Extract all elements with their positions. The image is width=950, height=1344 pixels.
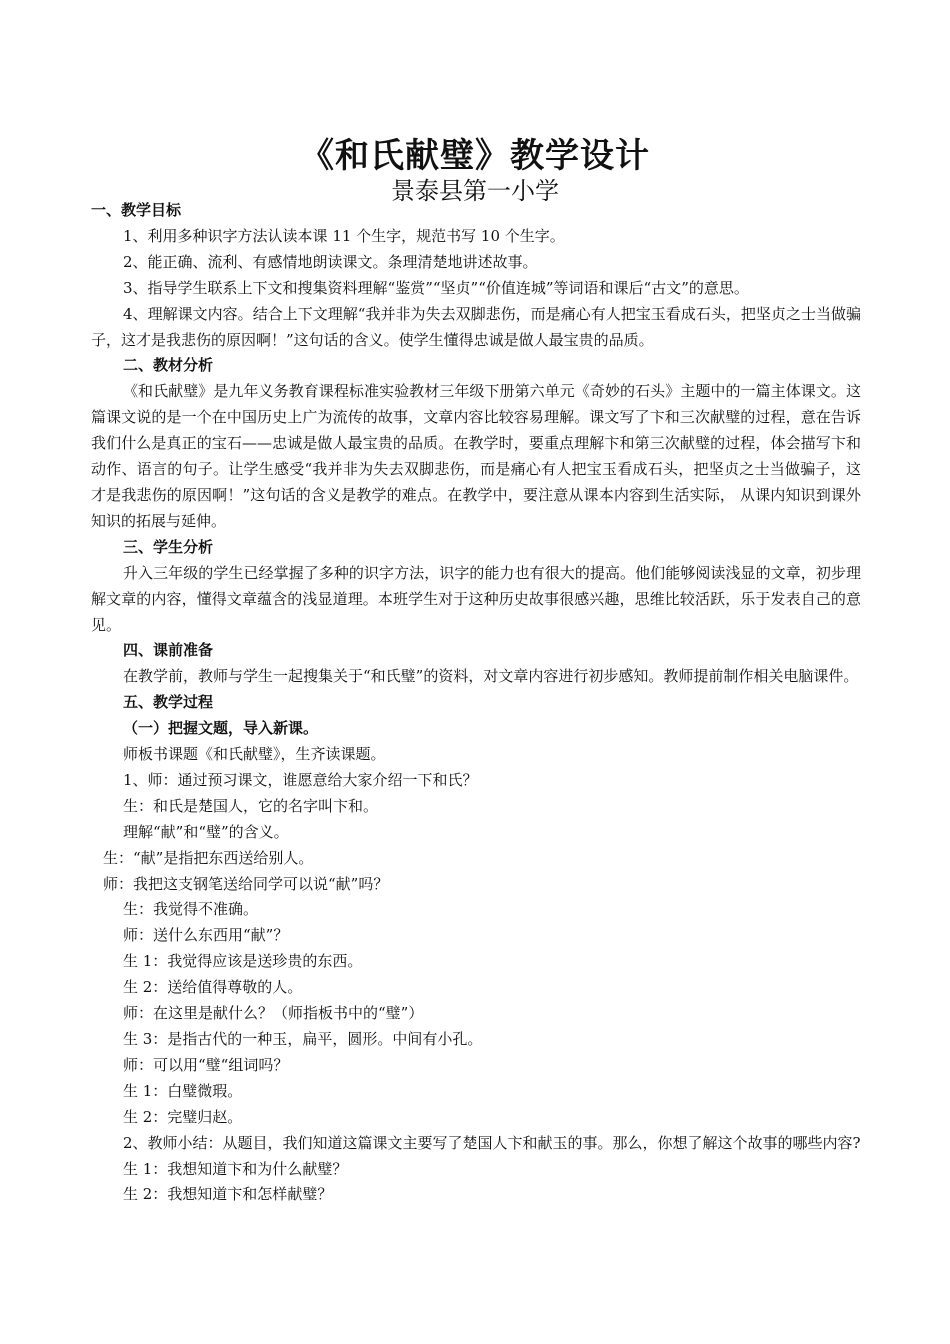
dialogue-line: 生 3：是指古代的一种玉，扁平，圆形。中间有小孔。 xyxy=(123,1030,483,1048)
section-heading-students: 三、学生分析 xyxy=(123,537,214,556)
dialogue-line: 师：送什么东西用“献”？ xyxy=(123,926,289,945)
dialogue-line: 生 1：我想知道卞和为什么献璧？ xyxy=(123,1159,348,1178)
dialogue-line: 生 1：白璧微瑕。 xyxy=(123,1081,243,1100)
dialogue-line: 生：和氏是楚国人，它的名字叫卞和。 xyxy=(123,796,379,815)
section-heading-preparation: 四、课前准备 xyxy=(123,641,214,660)
section-heading-objectives: 一、教学目标 xyxy=(91,201,182,219)
dialogue-line: 师：我把这支钢笔送给同学可以说“献”吗？ xyxy=(103,874,389,893)
dialogue-line: 生 2：我想知道卞和怎样献璧？ xyxy=(123,1185,333,1204)
document-subtitle: 景泰县第一小学 xyxy=(391,177,559,205)
section-heading-material: 二、教材分析 xyxy=(123,356,214,375)
subsection-heading: （一）把握文题，导入新课。 xyxy=(123,719,319,738)
dialogue-line: 2、教师小结：从题目，我们知道这篇课文主要写了楚国人卞和献玉的事。那么，你想了解这个故事的哪些内容? xyxy=(123,1133,861,1152)
document-title: 《和氏献璧》教学设计 xyxy=(300,136,650,176)
dialogue-line: 理解“献”和“璧”的含义。 xyxy=(123,822,289,841)
dialogue-line: 生 1：我觉得应该是送珍贵的东西。 xyxy=(123,952,363,971)
objective-item: 4、理解课文内容。结合上下文理解“我并非为失去双脚悲伤，而是痛心有人把宝玉看成石头，把坚贞之士当做骗子，这才是我悲伤的原因啊！”这句话的含义。使学生懂得忠诚是做人最宝贵的品质。 xyxy=(91,304,861,349)
dialogue-line: 师：在这里是献什么？（师指板书中的“璧”） xyxy=(123,1004,424,1023)
dialogue-line: 师板书课题《和氏献璧》，生齐读课题。 xyxy=(123,745,386,764)
objective-item: 1、利用多种识字方法认读本课 11 个生字，规范书写 10 个生字。 xyxy=(123,226,565,245)
dialogue-line: 师：可以用“璧“组词吗？ xyxy=(123,1055,289,1074)
student-analysis-paragraph: 升入三年级的学生已经掌握了多种的识字方法，识字的能力也有很大的提高。他们能够阅读浅显的文章，初步理解文章的内容，懂得文章蕴含的浅显道理。本班学生对于这种历史故事很感兴趣，思维比较活跃，乐于发表自己的意见。 xyxy=(91,563,861,634)
dialogue-line: 1、师：通过预习课文，谁愿意给大家介绍一下和氏？ xyxy=(123,770,478,789)
material-analysis-paragraph: 《和氏献璧》是九年义务教育课程标准实验教材三年级下册第六单元《奇妙的石头》主题中的一篇主体课文。这篇课文说的是一个在中国历史上广为流传的故事，文章内容比较容易理解。课文写了卞和三次献璧的过程，意在告诉我们什么是真正的宝石——忠诚是做人最宝贵的品质。在教学时，要重点理解卞和第三次献璧的过程，体会描写卞和动作、语言的句子。让学生感受“我并非为失去双脚悲伤，而是痛心有人把宝玉看成石头，把坚贞之士当做骗子，这才是我悲伤的原因啊！”这句话的含义是教学的难点。在教学中，要注意从课本内容到生活实际， 从课内知识到课外知识的拓展与延伸。 xyxy=(91,382,861,530)
preparation-paragraph: 在教学前，教师与学生一起搜集关于“和氏璧”的资料，对文章内容进行初步感知。教师提前制作相关电脑课件。 xyxy=(123,667,859,686)
document-body xyxy=(91,198,861,1208)
dialogue-line: 生 2：送给值得尊敬的人。 xyxy=(123,978,303,997)
dialogue-line: 生 2：完璧归赵。 xyxy=(123,1107,243,1126)
objective-item: 3、指导学生联系上下文和搜集资料理解“鉴赏”“坚贞”“价值连城”等词语和课后“古文”的意思。 xyxy=(123,278,749,297)
dialogue-line: 生：“献”是指把东西送给别人。 xyxy=(103,848,314,867)
section-heading-process: 五、教学过程 xyxy=(123,693,214,712)
objective-item: 2、能正确、流利、有感情地朗读课文。条理清楚地讲述故事。 xyxy=(123,252,538,271)
dialogue-line: 生：我觉得不准确。 xyxy=(123,900,259,919)
